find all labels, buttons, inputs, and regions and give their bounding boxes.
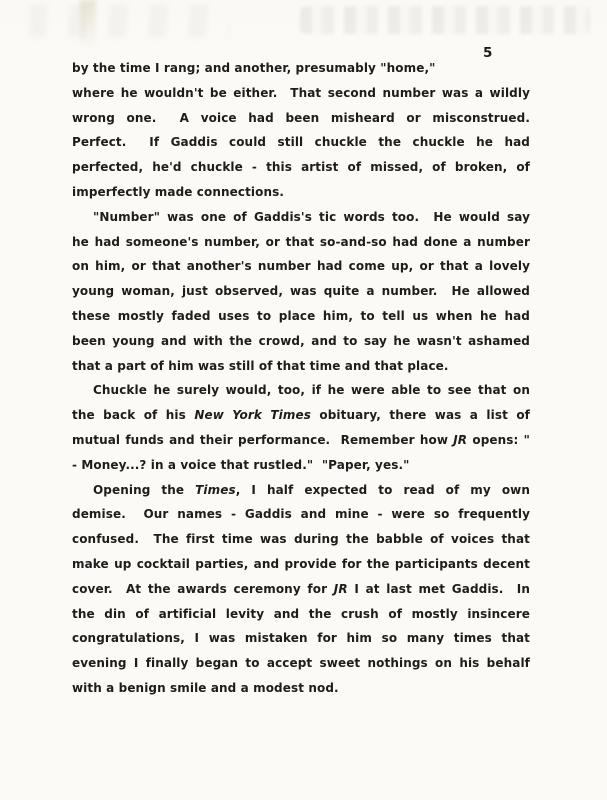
scan-smudge xyxy=(80,0,96,50)
text-line: perfected, he'd chuckle - this artist of missed, of broken, of xyxy=(72,160,530,175)
text-line: evening I finally began to accept sweet nothings on his behalf xyxy=(72,656,530,671)
text-line: the back of his New York Times obituary, there was a list of xyxy=(72,408,530,423)
scan-ghost-marks-right xyxy=(300,6,590,34)
text-line: young woman, just observed, was quite a number. He allowed xyxy=(72,284,530,299)
text-line: by the time I rang; and another, presumably "home," xyxy=(72,61,436,75)
text-line: - Money...? in a voice that rustled." "Paper, yes." xyxy=(72,457,410,472)
text-line: "Number" was one of Gaddis's tic words too. He would say xyxy=(93,209,530,224)
text-line: that a part of him was still of that time and that place. xyxy=(72,358,449,373)
scan-ghost-marks-left xyxy=(30,4,230,38)
italic-title: JR xyxy=(453,432,468,447)
text-line: been young and with the crowd, and to say he wasn't ashamed xyxy=(72,333,530,348)
text-line: on him, or that another's number had come up, or that a lovely xyxy=(72,259,530,274)
italic-title: JR xyxy=(333,581,348,596)
text-line: imperfectly made connections. xyxy=(72,184,285,199)
text-line: Opening the Times, I half expected to read of my own xyxy=(93,482,530,497)
page-number: 5 xyxy=(483,45,493,61)
text-line: where he wouldn't be either. That second number was a wildly xyxy=(72,85,530,100)
text-line: Chuckle he surely would, too, if he were able to see that on xyxy=(93,383,530,398)
italic-title: Times xyxy=(195,482,236,497)
text-line: he had someone's number, or that so-and-so had done a number xyxy=(72,234,530,249)
text-block xyxy=(72,56,530,701)
text-line: wrong one. A voice had been misheard or misconstrued. xyxy=(72,110,530,125)
text-line: make up cocktail parties, and provide for the participants decent xyxy=(72,556,530,571)
text-line: confused. The first time was during the babble of voices that xyxy=(72,532,530,547)
text-line: mutual funds and their performance. Remember how JR opens: " xyxy=(72,432,530,447)
italic-title: New York Times xyxy=(194,408,311,423)
text-line: demise. Our names - Gaddis and mine - were so frequently xyxy=(72,507,530,522)
text-line: cover. At the awards ceremony for JR I at last met Gaddis. In xyxy=(72,581,530,596)
text-line: congratulations, I was mistaken for him so many times that xyxy=(72,631,530,646)
text-line: Perfect. If Gaddis could still chuckle the chuckle he had xyxy=(72,135,530,150)
text-line: the din of artificial levity and the crush of mostly insincere xyxy=(72,606,530,621)
text-line: these mostly faded uses to place him, to tell us when he had xyxy=(72,308,530,323)
text-line: with a benign smile and a modest nod. xyxy=(72,680,339,695)
